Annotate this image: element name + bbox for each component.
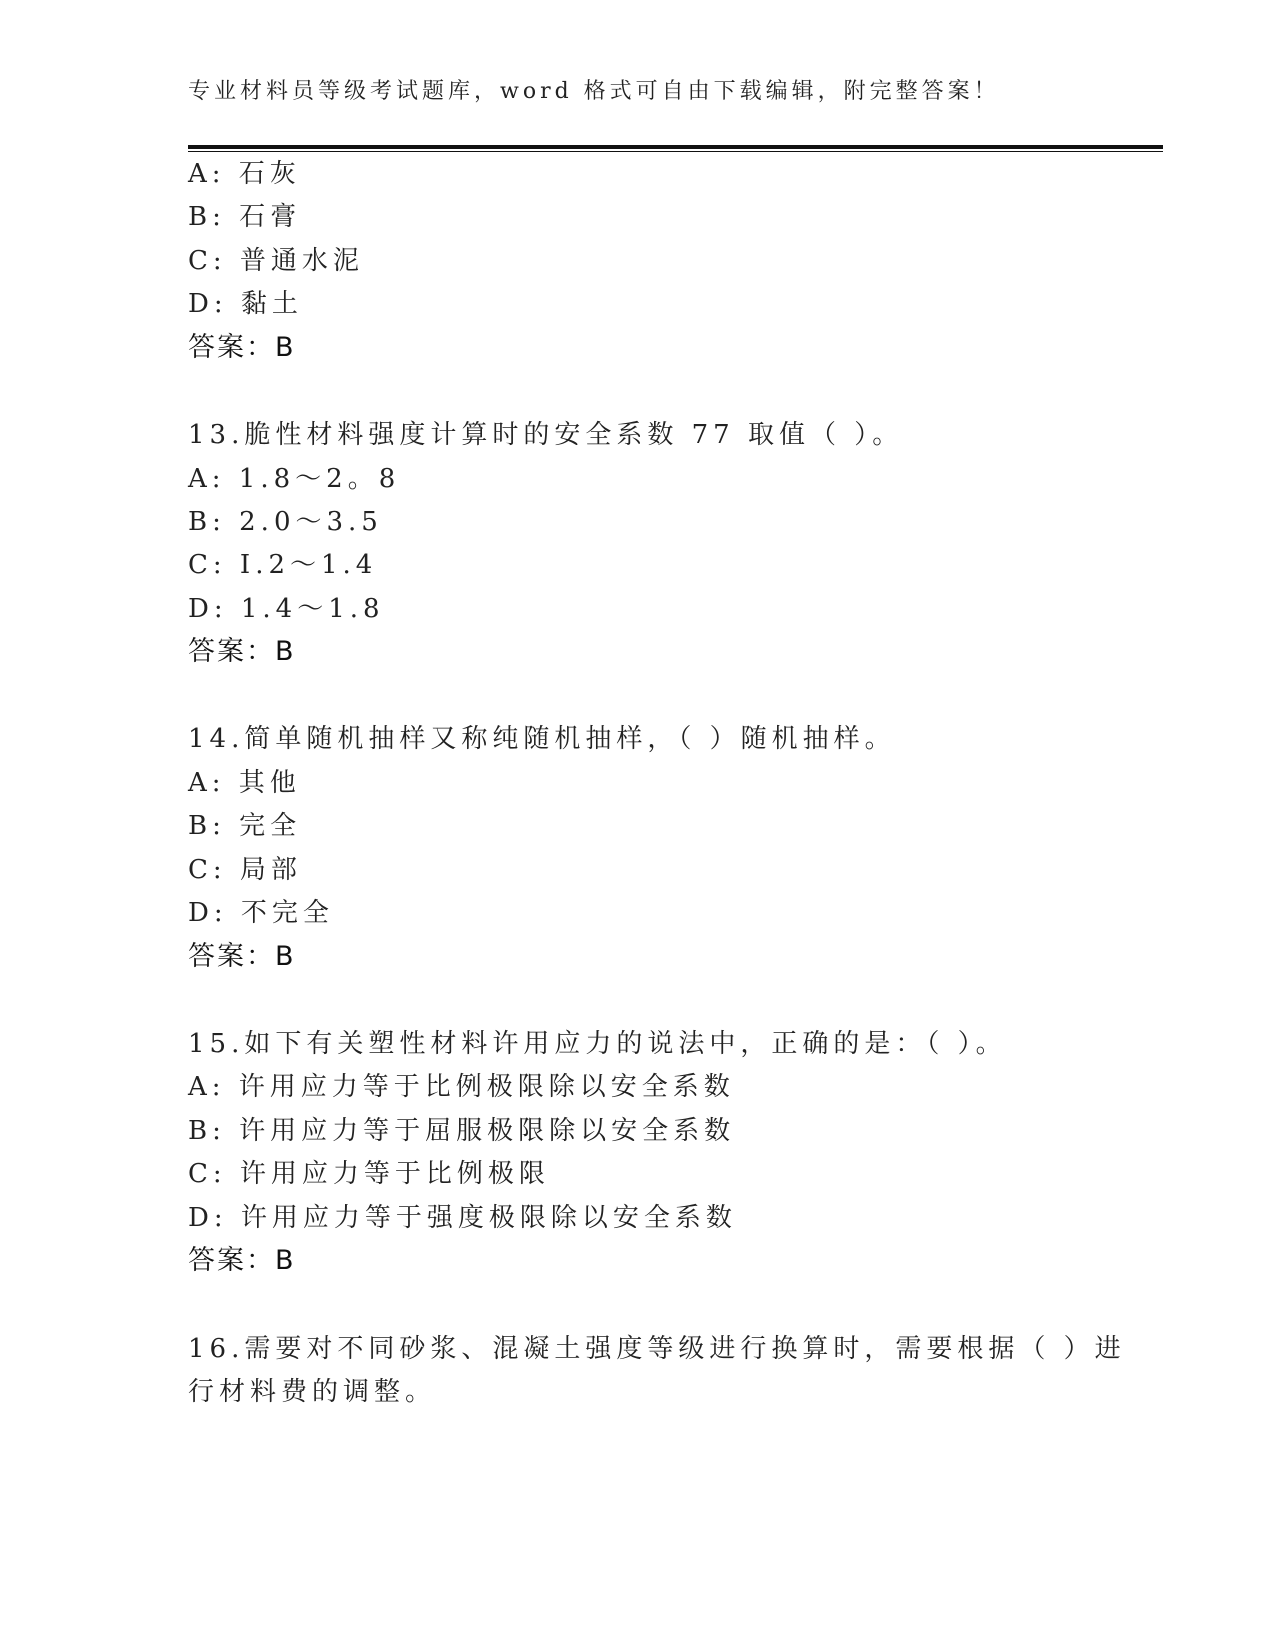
q14-option-b: B: 完全 xyxy=(188,811,302,841)
q14-option-a: A: 其他 xyxy=(188,768,301,798)
q13-option-b: B: 2.0～3.5 xyxy=(188,507,383,537)
q12-answer: 答案：B xyxy=(188,332,296,363)
q12-option-d: D: 黏土 xyxy=(188,289,303,319)
q15-answer: 答案：B xyxy=(188,1245,296,1276)
q16-question-line1: 16.需要对不同砂浆、混凝土强度等级进行换算时，需要根据（ ）进 xyxy=(188,1334,1126,1364)
q13-answer: 答案：B xyxy=(188,636,296,667)
q13-option-c: C: I.2～1.4 xyxy=(188,550,378,580)
q15-question: 15.如下有关塑性材料许用应力的说法中，正确的是：（ ）。 xyxy=(188,1029,1007,1059)
q12-option-c: C: 普通水泥 xyxy=(188,246,364,276)
q15-option-b: B: 许用应力等于屈服极限除以安全系数 xyxy=(188,1116,736,1146)
q14-option-d: D: 不完全 xyxy=(188,898,334,928)
q15-option-c: C: 许用应力等于比例极限 xyxy=(188,1159,550,1189)
q13-question: 13.脆性材料强度计算时的安全系数 77 取值（ ）。 xyxy=(188,420,904,450)
q12-option-b: B: 石膏 xyxy=(188,202,302,232)
q15-option-d: D: 许用应力等于强度极限除以安全系数 xyxy=(188,1203,737,1233)
q12-option-a: A: 石灰 xyxy=(188,159,301,189)
q14-question: 14.简单随机抽样又称纯随机抽样，（ ）随机抽样。 xyxy=(188,724,896,754)
q14-option-c: C: 局部 xyxy=(188,855,302,885)
header-divider xyxy=(188,145,1163,152)
q16-question-line2: 行材料费的调整。 xyxy=(188,1377,437,1407)
page-header: 专业材料员等级考试题库，word 格式可自由下载编辑，附完整答案！ xyxy=(188,79,1000,104)
q14-answer: 答案：B xyxy=(188,941,296,972)
q13-option-a: A: 1.8～2。8 xyxy=(188,464,401,494)
q15-option-a: A: 许用应力等于比例极限除以安全系数 xyxy=(188,1072,735,1102)
q13-option-d: D: 1.4～1.8 xyxy=(188,594,385,624)
